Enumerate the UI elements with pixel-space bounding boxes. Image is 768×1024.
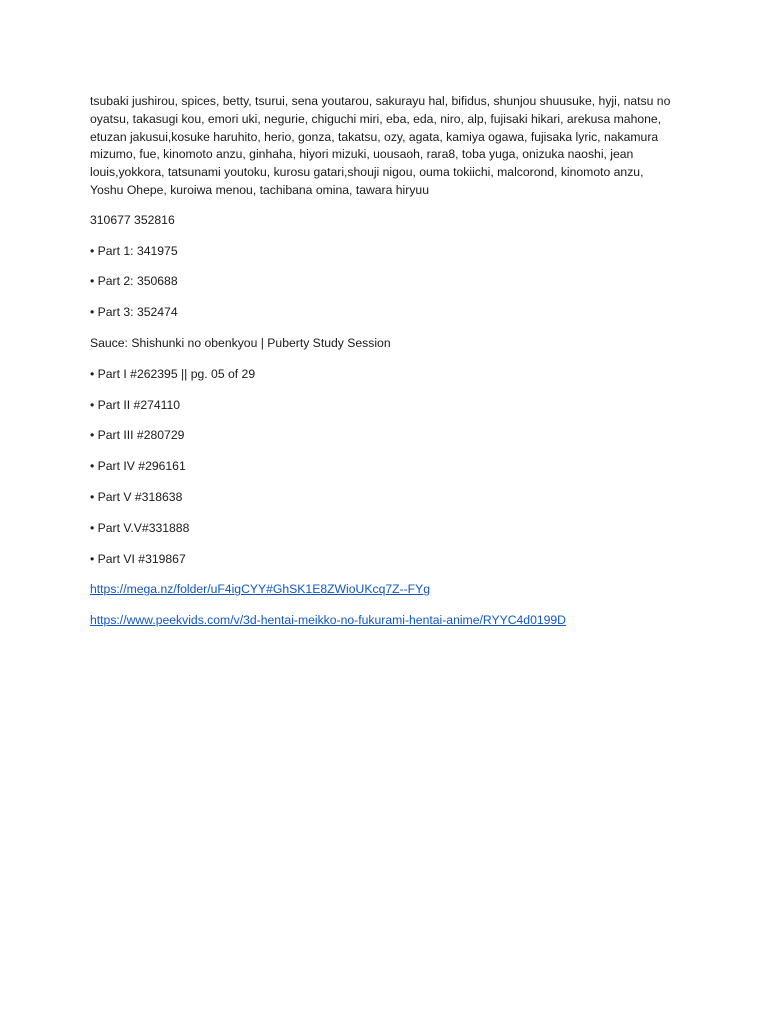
part-item: • Part 2: 350688 [90,274,178,289]
sauce-line: Sauce: Shishunki no obenkyou | Puberty Study Session [90,335,391,350]
part-item: • Part 1: 341975 [90,243,178,258]
link-paragraph [90,581,680,599]
document-page [90,93,680,643]
part-item: • Part 3: 352474 [90,305,178,320]
peekvids-link[interactable]: https://www.peekvids.com/v/3d-hentai-meikko-no-fukurami-hentai-anime/RYYC4d0199D [90,613,566,628]
numbers-line: 310677 352816 [90,212,175,227]
part-item: • Part III #280729 [90,428,185,443]
part-item: • Part VI #319867 [90,551,186,566]
part-item: • Part II #274110 [90,397,181,412]
part-item: • Part V.V#331888 [90,520,190,535]
part-item: • Part V #318638 [90,489,183,504]
mega-link[interactable]: https://mega.nz/folder/uF4igCYY#GhSK1E8ZWioUKcq7Z--FYg [90,582,431,597]
names-paragraph: tsubaki jushirou, spices, betty, tsurui, sena youtarou, sakurayu hal, bifidus, shunjou shuusuke, hyji, natsu no oyatsu, takasugi kou, emori uki, negurie, chiguchi miri, eba, eda, niro, alp, fujisaki hikari, arekusa mahone, etuzan jakusui,kosuke haruhito, herio, gonza, takatsu, ozy, agata, kamiya ogawa, fujisaka lyric, nakamura mizumo, fue, kinomoto anzu, ginhaha, hiyori mizuki, uousaoh, rara8, toba yuga, onizuka naoshi, jean louis,yokkora, tatsunami youtoku, kurosu gatari,shouji nigou, ouma tokiichi, malcorond, kinomoto anzu, Yoshu Ohepe, kuroiwa menou, tachibana omina, tawara hiryuu [90,94,671,197]
part-item: • Part IV #296161 [90,459,186,474]
link-paragraph [90,612,680,630]
part-item: • Part I #262395 || pg. 05 of 29 [90,366,256,381]
